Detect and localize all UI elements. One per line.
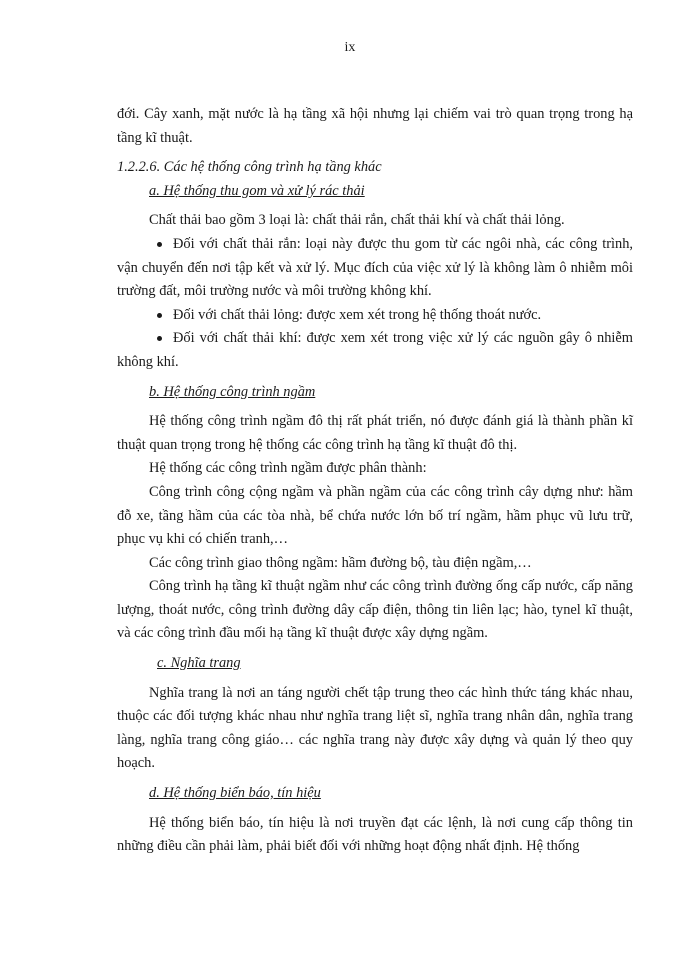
- bullet-item: Đối với chất thải rắn: loại này được thu gom từ các ngôi nhà, các công trình, vận chuyển đến nơi tập kết và xử lý. Mục đích của việc xử lý là không làm ô nhiễm môi trường đất, môi trường nước và môi trường không khí.: [117, 235, 633, 300]
- page-number: ix: [344, 40, 356, 55]
- bullet-icon: [157, 336, 162, 341]
- paragraph-c1: Nghĩa trang là nơi an táng người chết tập trung theo các hình thức táng khác nhau, thuộc các đối tượng khác nhau như nghĩa trang liệt sĩ, nghĩa trang nhân dân, nghĩa trang làng, nghĩa trang công giáo… các nghĩa trang này được xây dựng và quản lý theo quy hoạch.: [117, 684, 633, 772]
- paragraph-b1: Hệ thống công trình ngầm đô thị rất phát triển, nó được đánh giá là thành phần kĩ thuật quan trọng trong hệ thống các công trình hạ tầng kĩ thuật đô thị.: [117, 413, 633, 453]
- subheading-b: b. Hệ thống công trình ngầm: [149, 383, 316, 400]
- subheading-a: a. Hệ thống thu gom và xử lý rác thải: [149, 182, 365, 199]
- bullet-icon: [157, 313, 162, 318]
- paragraph-b2: Hệ thống các công trình ngầm được phân thành:: [149, 460, 427, 477]
- bullet-icon: [157, 242, 162, 247]
- paragraph-a1: Chất thải bao gồm 3 loại là: chất thải rắn, chất thải khí và chất thải lỏng.: [149, 212, 565, 229]
- intro-paragraph: đới. Cây xanh, mặt nước là hạ tầng xã hội nhưng lại chiếm vai trò quan trọng trong hạ tầng kĩ thuật.: [117, 106, 633, 146]
- paragraph-b5: Công trình hạ tầng kĩ thuật ngầm như các công trình đường ống cấp nước, cấp năng lượng, thoát nước, công trình đường dây cấp điện, thông tin liên lạc; hào, tynel kĩ thuật, và các công trình đầu mối hạ tầng kĩ thuật được xây dựng ngầm.: [117, 578, 633, 642]
- paragraph-b4: Các công trình giao thông ngầm: hầm đường bộ, tàu điện ngầm,…: [149, 554, 532, 571]
- paragraph-b3: Công trình công cộng ngầm và phần ngầm của các công trình cây dựng như: hầm đỗ xe, tầng hầm của các tòa nhà, bể chứa nước lớn bố trí ngầm, hầm phục vũ lưu trữ, phục vụ khi có chiến tranh,…: [117, 483, 633, 548]
- document-body: [117, 103, 633, 859]
- section-heading: 1.2.2.6. Các hệ thống công trình hạ tầng khác: [117, 159, 382, 176]
- subheading-d: d. Hệ thống biển báo, tín hiệu: [149, 785, 321, 802]
- paragraph-d1: Hệ thống biển báo, tín hiệu là nơi truyền đạt các lệnh, là nơi cung cấp thông tin những điều cần phải làm, phải biết đối với những hoạt động nhất định. Hệ thống: [117, 814, 633, 855]
- bullet-item: Đối với chất thải lỏng: được xem xét trong hệ thống thoát nước.: [117, 304, 633, 328]
- subheading-c: c. Nghĩa trang: [157, 655, 241, 672]
- bullet-item: Đối với chất thải khí: được xem xét trong việc xử lý các nguồn gây ô nhiễm không khí.: [117, 330, 633, 370]
